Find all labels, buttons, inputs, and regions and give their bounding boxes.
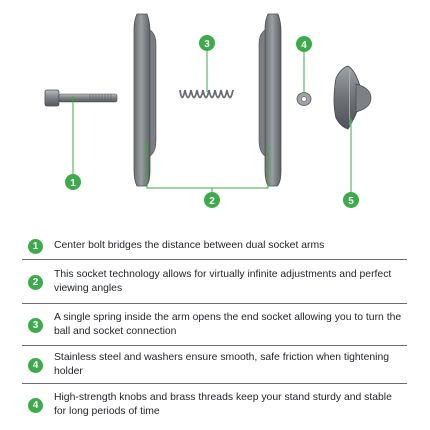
feature-text: High-strength knobs and brass threads keep your stand sturdy and stable for long periods of time [54, 392, 392, 417]
right-socket-arm [259, 14, 281, 186]
divider [22, 259, 407, 260]
number-badge: 4 [28, 358, 43, 373]
feature-text: A single spring inside the arm opens the end socket allowing you to turn the ball and socket connection [54, 312, 402, 337]
list-item [22, 268, 404, 296]
callout-3-badge [199, 35, 215, 51]
callout-2-bracket [147, 146, 268, 188]
svg-text:5: 5 [348, 196, 354, 207]
left-socket-arm [134, 14, 156, 186]
callout-4-badge [296, 36, 312, 52]
callout-5-badge [343, 192, 359, 208]
divider [22, 303, 407, 304]
svg-text:1: 1 [70, 178, 76, 189]
center-bolt [45, 90, 117, 106]
feature-text: Center bolt bridges the distance between dual socket arms [54, 240, 325, 251]
svg-text:2: 2 [209, 196, 215, 207]
divider [22, 383, 407, 384]
list-item [22, 391, 404, 419]
number-badge: 3 [28, 318, 43, 333]
washer [297, 93, 311, 106]
svg-text:4: 4 [301, 40, 307, 51]
svg-text:3: 3 [204, 39, 210, 50]
list-item [22, 311, 404, 339]
feature-text: This socket technology allows for virtually infinite adjustments and perfect viewing angles [54, 269, 392, 294]
number-badge: 1 [28, 239, 43, 254]
list-item [22, 351, 404, 379]
feature-text: Stainless steel and washers ensure smooth, safe friction when tightening holder [54, 352, 389, 377]
list-item [22, 239, 404, 253]
wing-knob [334, 66, 371, 129]
callout-1-badge [65, 174, 81, 190]
number-badge: 4 [28, 398, 43, 413]
callout-2-badge [204, 192, 220, 208]
divider [22, 345, 407, 346]
number-badge: 2 [28, 275, 43, 290]
